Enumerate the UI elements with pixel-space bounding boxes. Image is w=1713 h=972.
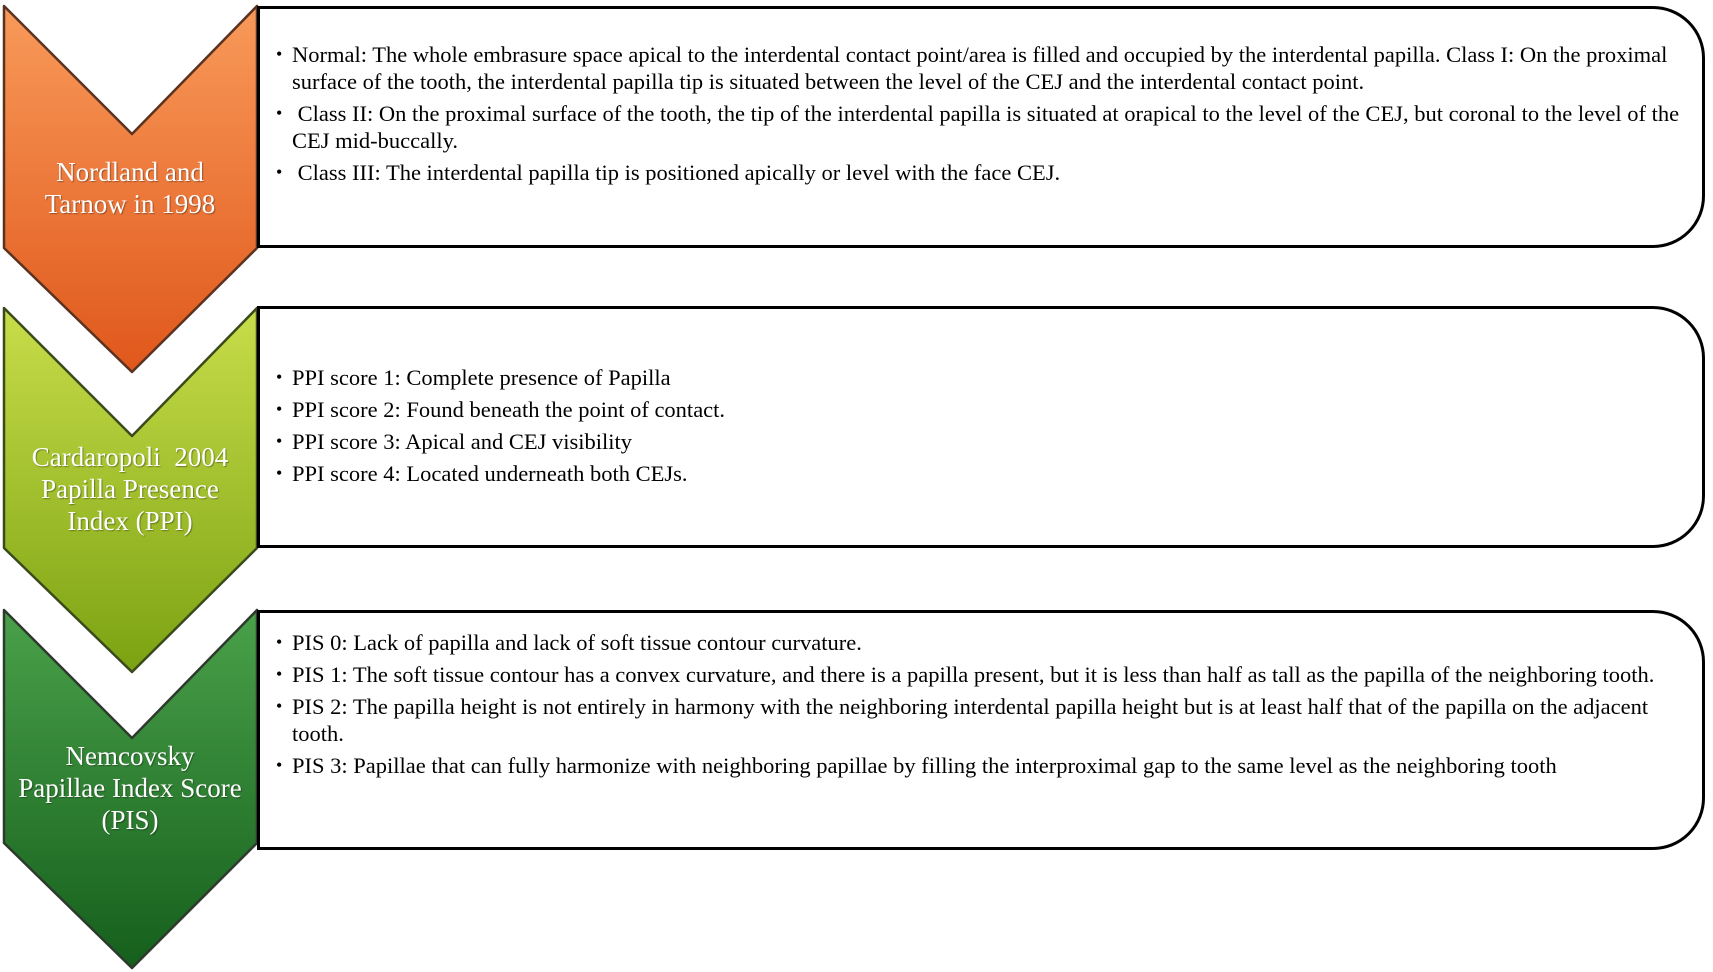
bullet-item: • PPI score 1: Complete presence of Papilla <box>276 364 1680 391</box>
stage-label-nemcovsky <box>2 740 258 836</box>
description-box-nemcovsky <box>257 610 1705 850</box>
stage-label-line: Papillae Index Score <box>18 773 242 803</box>
stage-label-line: Nordland and <box>56 157 204 187</box>
bullet-list <box>276 41 1685 186</box>
stage-label-line: Nemcovsky <box>65 741 195 771</box>
bullet-item: • PPI score 4: Located underneath both CEJs. <box>276 460 1680 487</box>
bullet-item: • PIS 2: The papilla height is not entirely in harmony with the neighboring interdental papilla height but is at least half that of the papilla on the adjacent tooth. <box>276 693 1680 747</box>
stage-label-line: (PIS) <box>101 805 159 835</box>
stage-label-line: Index (PPI) <box>67 506 193 536</box>
bullet-item: • PPI score 2: Found beneath the point of contact. <box>276 396 1680 423</box>
description-box-cardaropoli <box>257 306 1705 548</box>
bullet-list <box>276 629 1680 779</box>
stage-label-line: Papilla Presence <box>41 474 219 504</box>
stage-label-nordland <box>2 156 258 220</box>
bullet-item: • PIS 3: Papillae that can fully harmonize with neighboring papillae by filling the interproximal gap to the same level as the neighboring tooth <box>276 752 1680 779</box>
description-box-nordland <box>257 6 1705 248</box>
stage-label-line: Cardaropoli 2004 <box>31 442 229 472</box>
bullet-item: • PPI score 3: Apical and CEJ visibility <box>276 428 1680 455</box>
stage-label-cardaropoli <box>2 441 258 537</box>
stage-label-line: Tarnow in 1998 <box>44 189 216 219</box>
bullet-item: • Normal: The whole embrasure space apical to the interdental contact point/area is filled and occupied by the interdental papilla. Class I: On the proximal surface of the tooth, the interdental papilla tip is situated between the level of the CEJ and the interdental contact point. <box>276 41 1680 95</box>
bullet-list <box>276 364 1680 487</box>
bullet-item: • PIS 0: Lack of papilla and lack of soft tissue contour curvature. <box>276 629 1680 656</box>
bullet-item: • Class III: The interdental papilla tip is positioned apically or level with the face CEJ. <box>276 159 1680 186</box>
bullet-item: • Class II: On the proximal surface of the tooth, the tip of the interdental papilla is situated at orapical to the level of the CEJ, but coronal to the level of the CEJ mid-buccally. <box>276 100 1680 154</box>
bullet-item: • PIS 1: The soft tissue contour has a convex curvature, and there is a papilla present, but it is less than half as tall as the papilla of the neighboring tooth. <box>276 661 1680 688</box>
